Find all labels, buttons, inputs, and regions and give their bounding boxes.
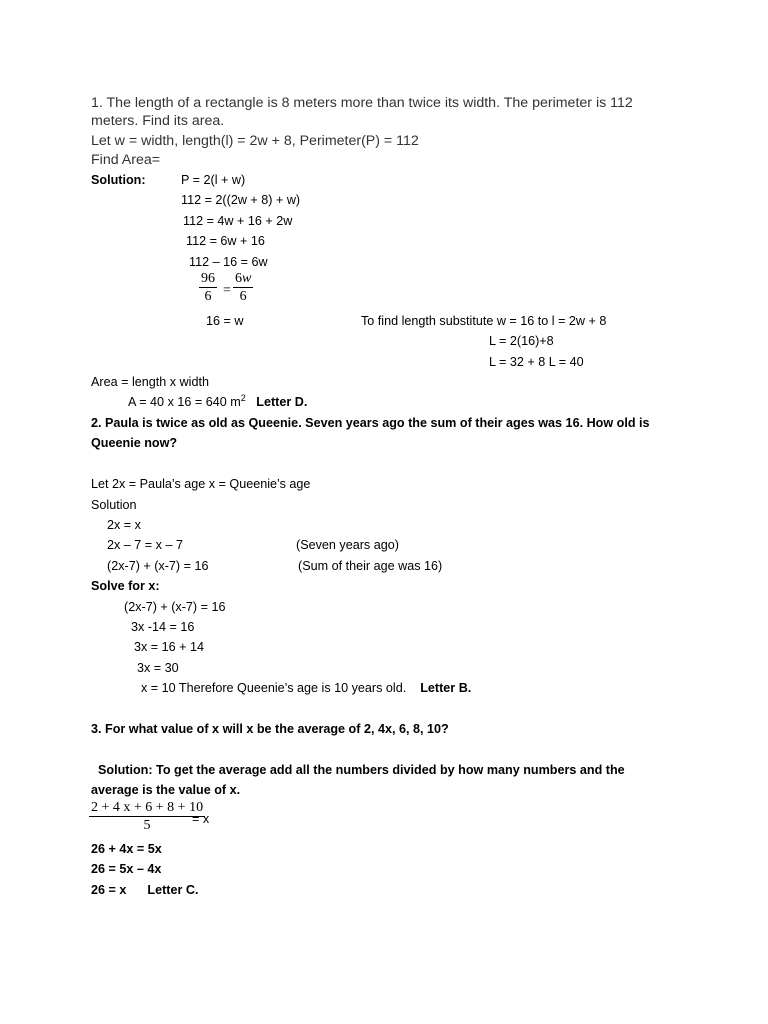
q3-fraction-numerator: 2 + 4 x + 6 + 8 + 10 [91, 800, 204, 815]
q1-question-line-4: Find Area= [91, 152, 161, 168]
q3-answer: Letter C. [147, 883, 199, 897]
q1-answer: Letter D. [256, 395, 308, 409]
q2-question-line-2: Queenie now? [91, 436, 178, 450]
q1-length-step-1: L = 2(16)+8 [489, 334, 554, 348]
q2-answer: Letter B. [420, 681, 472, 695]
q2-line-3-eq: (2x-7) + (x-7) = 16 [107, 559, 209, 573]
q2-solve-label: Solve for x: [91, 579, 160, 593]
q2-solve-step-1: (2x-7) + (x-7) = 16 [124, 600, 226, 614]
q1-area-value: A = 40 x 16 = 640 m [128, 395, 241, 409]
q1-fraction-right-denominator: 6 [239, 289, 247, 304]
q3-final-text: 26 = x [91, 883, 127, 897]
q3-solution-label: Solution: [98, 763, 153, 777]
q1-fraction-left-numerator: 96 [201, 271, 215, 286]
q1-fraction-left-denominator: 6 [204, 289, 212, 304]
q3-solution-text-1: To get the average add all the numbers divided by how many numbers and the [152, 763, 625, 777]
q1-fraction-left [199, 271, 217, 305]
q1-step-1: P = 2(l + w) [181, 173, 246, 187]
q1-step-4: 112 = 6w + 16 [186, 234, 265, 248]
q3-final [91, 882, 198, 898]
q3-step-2: 26 = 5x – 4x [91, 862, 162, 876]
q3-fraction-rhs: = x [192, 812, 210, 826]
q3-solution-line-1 [91, 762, 625, 778]
q2-line-2-eq: 2x – 7 = x – 7 [107, 538, 183, 552]
q1-result: 16 = w [206, 314, 244, 328]
q2-line-3-note: (Sum of their age was 16) [298, 559, 443, 573]
q2-final-text: x = 10 Therefore Queenie’s age is 10 years old. [141, 681, 407, 695]
q1-question-line-3: Let w = width, length(l) = 2w + 8, Perimeter(P) = 112 [91, 133, 419, 149]
q1-fraction-right [233, 271, 253, 305]
q2-line-2-note: (Seven years ago) [296, 538, 399, 552]
q1-solution-label: Solution: [91, 173, 146, 187]
q1-question-line-1: 1. The length of a rectangle is 8 meters more than twice its width. The perimeter is 112 [91, 95, 633, 111]
q1-length-step-2: L = 32 + 8 L = 40 [489, 355, 584, 369]
q1-step-5: 112 – 16 = 6w [189, 255, 268, 269]
q1-fraction-right-var: w [242, 271, 252, 286]
q1-area-exponent: 2 [240, 393, 246, 403]
q3-fraction [89, 800, 205, 834]
q3-step-1: 26 + 4x = 5x [91, 842, 162, 856]
q1-fraction-right-numerator [233, 271, 253, 287]
q2-final [141, 680, 471, 696]
q3-fraction-denominator: 5 [143, 818, 151, 833]
q3-question: 3. For what value of x will x be the average of 2, 4x, 6, 8, 10? [91, 722, 449, 736]
q2-solution-label: Solution [91, 498, 137, 512]
q1-step-2: 112 = 2((2w + 8) + w) [181, 193, 301, 207]
q2-question-line-1: 2. Paula is twice as old as Queenie. Seven years ago the sum of their ages was 16. How old is [91, 416, 650, 430]
q1-step-3: 112 = 4w + 16 + 2w [183, 214, 293, 228]
q2-solve-step-2: 3x -14 = 16 [131, 620, 195, 634]
q1-fraction-right-coef: 6 [235, 271, 242, 286]
q2-solve-step-4: 3x = 30 [137, 661, 179, 675]
q2-let: Let 2x = Paula’s age x = Queenie’s age [91, 477, 311, 491]
q1-area-formula: Area = length x width [91, 375, 209, 389]
q1-question-line-2: meters. Find its area. [91, 113, 225, 129]
q1-fraction-equals: = [223, 283, 231, 298]
q3-solution-line-2: average is the value of x. [91, 783, 241, 797]
q1-area-calc [128, 394, 307, 410]
q2-line-1-eq: 2x = x [107, 518, 141, 532]
q1-length-note: To find length substitute w = 16 to l = 2w + 8 [361, 314, 607, 328]
q2-solve-step-3: 3x = 16 + 14 [134, 640, 205, 654]
